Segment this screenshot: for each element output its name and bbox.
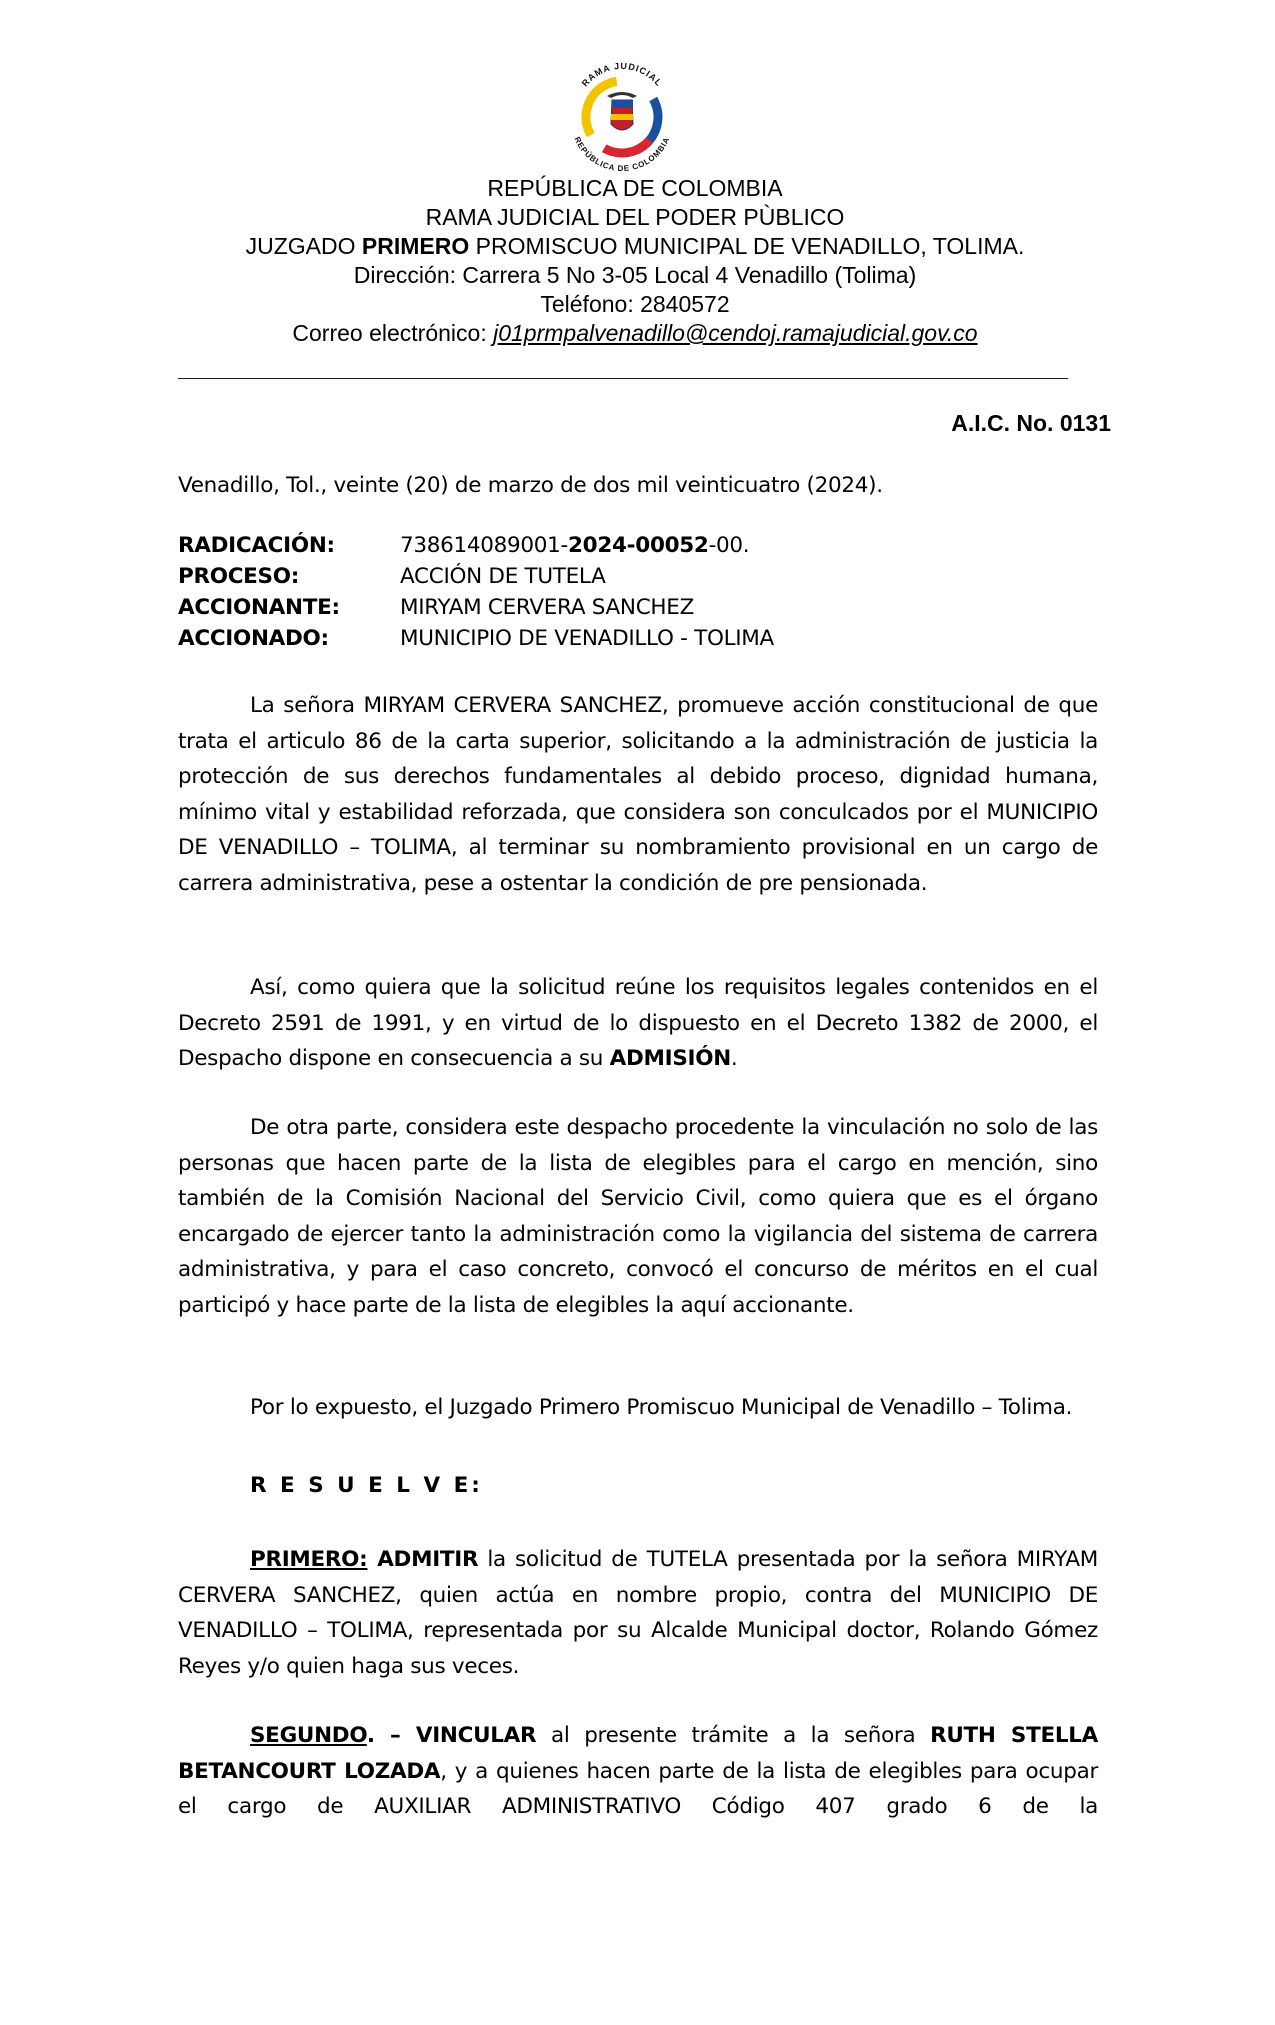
- header-address: Dirección: Carrera 5 No 3-05 Local 4 Venadillo (Tolima): [353, 262, 917, 288]
- resuelve-heading: R E S U E L V E:: [250, 1473, 483, 1498]
- paragraph-4: Por lo expuesto, el Juzgado Primero Promiscuo Municipal de Venadillo – Tolima.: [250, 1395, 1073, 1420]
- paragraph-1: La señora MIRYAM CERVERA SANCHEZ, promueve acción constitucional de que trata el articulo 86 de la carta superior, solicitando a la administración de justicia la protección de sus derechos fundamentales al debido proceso, dignidad humana, mínimo vital y estabilidad reforzada, que considera son conculcados por el MUNICIPIO DE VENADILLO – TOLIMA, al terminar su nombramiento provisional en un cargo de carrera administrativa, pese a ostentar la condición de pre pensionada.: [178, 693, 1098, 896]
- meta-radicacion: RADICACIÓN: 738614089001-2024-00052-00.: [178, 533, 750, 558]
- seal-text-bottom: REPÚBLICA DE COLOMBIA: [572, 135, 672, 174]
- court-header: [120, 174, 1150, 348]
- paragraph-segundo: SEGUNDO. – VINCULAR al presente trámite a la señora RUTH STELLA BETANCOURT LOZADA, y a quienes hacen parte de la lista de elegibles para ocupar el cargo de AUXILIAR ADMINISTRATIVO Código 407 grado 6 de la: [178, 1723, 1098, 1819]
- meta-proceso: PROCESO: ACCIÓN DE TUTELA: [178, 564, 606, 589]
- case-metadata: [178, 530, 1098, 654]
- paragraph-2: Así, como quiera que la solicitud reúne los requisitos legales contenidos en el Decreto 2591 de 1991, y en virtud de lo dispuesto en el Decreto 1382 de 2000, el Despacho dispone en consecuencia a su ADMISIÓN.: [178, 975, 1098, 1071]
- aic-number: A.I.C. No. 0131: [951, 410, 1111, 436]
- meta-accionante: ACCIONANTE: MIRYAM CERVERA SANCHEZ: [178, 595, 695, 620]
- header-divider: [178, 378, 1068, 379]
- header-phone: Teléfono: 2840572: [540, 291, 730, 317]
- email-link[interactable]: j01prmpalvenadillo@cendoj.ramajudicial.gov.co: [493, 320, 978, 346]
- svg-text:RAMA JUDICIAL: [580, 61, 665, 89]
- rama-judicial-seal: [557, 52, 687, 182]
- header-country: REPÚBLICA DE COLOMBIA: [487, 175, 783, 201]
- header-email-line: Correo electrónico: j01prmpalvenadillo@cendoj.ramajudicial.gov.co: [292, 320, 978, 346]
- paragraph-primero: PRIMERO: ADMITIR la solicitud de TUTELA presentada por la señora MIRYAM CERVERA SANCHEZ, quien actúa en nombre propio, contra del MUNICIPIO DE VENADILLO – TOLIMA, representada por su Alcalde Municipal doctor, Rolando Gómez Reyes y/o quien haga sus veces.: [178, 1547, 1099, 1679]
- paragraph-3: De otra parte, considera este despacho procedente la vinculación no solo de las personas que hacen parte de la lista de elegibles para el cargo en mención, sino también de la Comisión Nacional del Servicio Civil, como quiera que es el órgano encargado de ejercer tanto la administración como la vigilancia del sistema de carrera administrativa, y para el caso concreto, convocó el concurso de méritos en el cual participó y hace parte de la lista de elegibles la aquí accionante.: [178, 1115, 1098, 1318]
- seal-text-top: RAMA JUDICIAL: [579, 60, 665, 89]
- header-branch: RAMA JUDICIAL DEL PODER PÙBLICO: [425, 204, 845, 230]
- meta-accionado: ACCIONADO: MUNICIPIO DE VENADILLO - TOLIMA: [178, 626, 774, 651]
- header-court: JUZGADO PRIMERO PROMISCUO MUNICIPAL DE VENADILLO, TOLIMA.: [245, 233, 1025, 259]
- document-date: Venadillo, Tol., veinte (20) de marzo de dos mil veinticuatro (2024).: [178, 473, 883, 498]
